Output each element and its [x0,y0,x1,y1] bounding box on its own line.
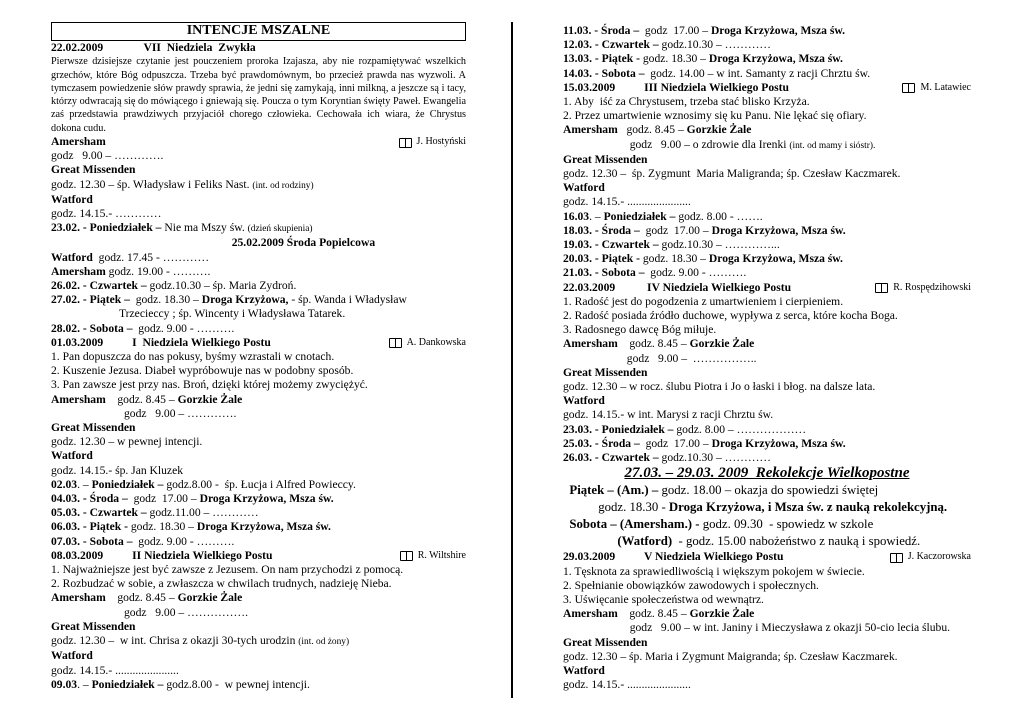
schedule-line [51,163,466,177]
text-segment: Poniedziałek – [91,477,164,491]
text-segment: V Niedziela Wielkiego Postu [615,550,784,564]
text-segment: 09.03 [51,677,78,691]
reader [875,281,971,295]
text-segment: (Watford) [563,534,673,549]
schedule-line [563,423,971,437]
text-segment: - godz. 15.00 nabożeństwo z nauką i spowiedź. [672,534,921,549]
schedule-line [563,579,971,593]
schedule-line [51,207,466,221]
text-segment: godz 9.00 – o zdrowie dla Irenki [621,137,790,151]
text-segment: godz.8.00 - w pewnej intencji. [163,677,310,691]
text-segment: godz. 12.30 – śp. Władysław i Feliks Nast. [51,177,253,191]
text-segment: 23.03. - Poniedziałek – [563,422,674,436]
text-segment: godz 17.00 – [639,223,712,237]
schedule-line [563,650,971,664]
text-segment: Great Missenden [51,163,136,177]
text-segment: godz. 12.30 – w int. Chrisa z okazji 30-tych urodzin [51,634,299,648]
text-segment: godz. 14.15.- ...................... [51,663,179,677]
reader [400,549,466,563]
schedule-line [51,178,466,193]
text-segment: Watford [563,394,605,408]
sunday-header [563,81,971,95]
schedule-line [563,309,971,323]
text-segment: godz. 12.30 – śp. Zygmunt Maria Maligranda; śp. Czesław Kaczmarek. [563,167,901,181]
schedule-line [563,295,971,309]
text-segment: Droga Krzyżowa, Msza św. [708,52,843,66]
schedule-line [51,322,466,336]
text-segment: Droga Krzyżowa, Msza św. [710,24,845,37]
column-divider [511,22,513,698]
schedule-line [51,634,466,649]
text-segment: VII Niedziela Zwykła [103,41,256,54]
schedule-line [51,506,466,520]
schedule-line [563,210,971,224]
text-segment: 01.03.2009 [51,335,104,349]
sunday-title [563,281,791,295]
schedule-line [51,649,466,663]
text-segment: godz. 9.00 - ………. [132,534,235,548]
text-segment: 28.02. - Sobota – [51,321,133,335]
sunday-header [51,549,466,563]
left-column [51,22,466,692]
text-segment: . – [77,477,92,491]
reader [890,550,971,564]
text-segment: I Niedziela Wielkiego Postu [103,335,271,349]
text-segment: Great Missenden [563,365,648,379]
text-segment: 1. Aby iść za Chrystusem, trzeba stać blisko Krzyża. [563,95,810,109]
text-segment: Droga Krzyżowa, Msza św. [708,252,843,266]
text-segment: godz 9.00 – ……………. [124,605,248,619]
text-segment: godz. 18.30 – [129,293,202,307]
reader-name: J. Kaczorowska [907,551,971,563]
text-segment: Droga Krzyżowa, Msza św. [711,436,846,450]
schedule-line [563,109,971,123]
text-segment: 3. Uświęcanie społeczeństwa od wewnątrz. [563,592,764,606]
schedule-line [51,449,466,463]
text-segment: godz. 9.00 - ………. [644,266,747,280]
sunday-title [51,135,106,149]
reader [389,336,466,350]
schedule-line [51,435,466,449]
schedule-line [51,421,466,435]
text-segment: Trzecieccy ; śp. Wincenty i Władysława Tatarek. [119,307,346,321]
text-segment: Droga Krzyżowa, Msza św. [711,223,846,237]
text-segment: 18.03. - Środa – [563,223,640,237]
schedule-line [563,678,971,692]
schedule-line [51,407,466,421]
schedule-line [563,394,971,408]
schedule-line [51,279,466,293]
schedule-line [51,393,466,407]
text-segment: (int. od rodziny) [252,180,314,191]
text-segment: godz. 14.00 – w int. Samanty z racji Chrztu św. [644,66,871,80]
text-segment: 06.03. - Piątek - [51,520,128,534]
text-segment: Watford [51,250,93,264]
text-segment: Droga Krzyżowa, Msza św. [199,492,334,506]
text-segment: 3. Pan zawsze jest przy nas. Broń, dzięki której możemy zwyciężyć. [51,378,368,392]
text-segment: Watford [51,192,93,206]
text-segment: 26.03. - Czwartek – [563,451,659,465]
schedule-line [563,95,971,109]
book-icon [875,283,888,292]
text-segment: godz. 09.30 - spowiedz w szkole [699,517,874,532]
text-segment: godz. 8.45 – [617,123,687,137]
schedule-line [51,577,466,591]
sunday-header [51,135,466,149]
text-segment: Amersham [563,607,618,621]
text-segment: godz. 8.45 – [105,591,178,605]
text-segment: Watford [563,663,605,677]
retreat-line [563,533,971,550]
text-segment: (dzień skupienia) [247,224,313,235]
text-segment: godz. 12.30 – śp. Maria i Zygmunt Maigranda; śp. Czesław Kaczmarek. [563,649,898,663]
schedule-line [51,149,466,163]
text-segment: Droga Krzyżowa, Msza św. [196,520,331,534]
sunday-title [563,81,789,95]
text-segment: . – [77,677,92,691]
book-icon [399,138,412,147]
text-segment: godz. 12.30 – w rocz. ślubu Piotra i Jo o łaski i błog. na dalsze lata. [563,380,876,394]
text-segment: 11.03. - Środa – [563,24,640,37]
text-segment: godz. 18.00 – okazja do spowiedzi świętej [658,483,879,498]
text-segment: Gorzkie Żale [689,607,755,621]
text-segment: 13.03. - Piątek - [563,52,640,66]
text-segment: godz. 14.15.- w int. Marysi z racji Chrztu św. [563,408,774,422]
schedule-line [563,621,971,635]
reader-name: M. Latawiec [920,81,971,93]
schedule-line [51,464,466,478]
schedule-line [563,352,971,366]
sermon-paragraph: Pierwsze dzisiejsze czytanie jest pouczeniem proroka Izajasza, aby nie rozpamiętywać wszelkich grzechów, które Bóg odpuszcza. Trzeba być prawdomównym, bo przecież prawda nas wyzwoli. A tymczasem powiedzenie słów prawdy sprawia, że jedni się zamykają, inni milkną, a jeszcze są i tacy, którzy odwracają się do mówiącego i gniewają się. Poucza o tym Koryntian święty Paweł. Ewangelia zaś przedstawia prawdziwych przyjaciół chorego człowieka. Cechowała ich wiara, że Chrystus dokona cudu. [51,56,466,134]
text-segment: Great Missenden [563,635,648,649]
schedule-line [51,41,466,55]
text-segment: 08.03.2009 [51,548,104,562]
text-segment: godz. 14.15.- ...................... [563,195,691,209]
text-segment: Piątek – (Am.) – [563,483,659,498]
text-segment: godz.11.00 – ………… [146,506,259,520]
reader-name: R. Wiltshire [417,549,466,561]
schedule-line [51,492,466,506]
text-segment: 29.03.2009 [563,550,616,564]
left-column-body [51,41,466,692]
text-segment: 25.03. - Środa – [563,436,640,450]
text-segment: 12.03. - Czwartek – [563,38,659,52]
schedule-line [51,221,466,236]
text-segment: Gorzkie Żale [177,591,243,605]
schedule-line [563,67,971,81]
schedule-line [51,251,466,265]
text-segment: godz. 14.15.- śp. Jan Kluzek [51,463,184,477]
text-segment: godz 17.00 – [639,436,712,450]
text-segment: - śp. Wanda i Władysław [288,293,407,307]
schedule-line [563,337,971,351]
text-segment: 27.02. - Piątek – [51,293,130,307]
text-segment: (int. od żony) [298,637,350,648]
text-segment: 07.03. - Sobota – [51,534,133,548]
retreat-line [563,516,971,533]
text-segment: 15.03.2009 [563,80,616,94]
text-segment: 04.03. - Środa – [51,492,128,506]
text-segment: 05.03. - Czwartek – [51,506,147,520]
schedule-line [563,252,971,266]
text-segment: godz.8.00 - śp. Łucja i Alfred Powieccy. [163,477,356,491]
schedule-line [51,678,466,692]
text-segment: Droga Krzyżowa, [201,293,289,307]
book-icon [389,338,402,347]
text-segment: 14.03. - Sobota – [563,66,645,80]
schedule-line [563,607,971,621]
reader [902,81,971,95]
schedule-line [563,167,971,181]
text-segment: 2. Spełnianie obowiązków zawodowych i społecznych. [563,578,819,592]
text-segment: godz. 8.00 – ……………… [673,422,807,436]
sunday-title [51,336,271,350]
text-segment: Poniedziałek – [91,677,164,691]
text-segment: 02.03 [51,477,78,491]
schedule-line [51,606,466,620]
schedule-line [563,195,971,209]
text-segment: godz. 14.15.- ………… [51,207,162,220]
schedule-line [563,238,971,252]
sunday-header [51,336,466,350]
schedule-line [563,366,971,380]
schedule-line [563,52,971,66]
schedule-line [563,451,971,465]
text-segment: Watford [51,449,93,463]
schedule-line [563,38,971,52]
schedule-line [51,378,466,392]
retreat-line [563,499,971,516]
right-column [563,24,971,692]
text-segment: godz. 18.30 – [639,252,709,266]
text-segment: Amersham [563,123,618,137]
schedule-line [51,350,466,364]
text-segment: godz. 18.30 – [639,52,709,66]
text-segment: godz 9.00 – …………. [51,149,164,163]
text-segment: 1. Tęsknota za sprawiedliwością i większym pokojem w świecie. [563,564,865,578]
schedule-line [563,224,971,238]
schedule-line [51,520,466,534]
text-segment: 2. Kuszenie Jezusa. Diabeł wypróbowuje nas w podobny sposób. [51,364,354,378]
text-segment: godz.10.30 – ………… [658,38,772,52]
text-segment: godz. 8.45 – [105,392,178,406]
text-segment: Poniedziałek – [603,209,676,223]
schedule-line [51,535,466,549]
text-segment: Watford [563,181,605,195]
text-segment: godz.10.30 – śp. Maria Zydroń. [146,279,297,293]
schedule-line [563,123,971,137]
text-segment: godz. 8.45 – [617,337,690,351]
schedule-line [51,664,466,678]
reader-name: R. Rospędzihowski [893,281,971,293]
schedule-line [563,664,971,678]
text-segment: 25.02.2009 Środa Popielcowa [141,236,376,250]
text-segment: III Niedziela Wielkiego Postu [615,80,789,94]
text-segment: godz. 8.00 - ……. [675,209,763,223]
retreat-heading [563,465,971,482]
schedule-line [51,478,466,492]
retreat-line [563,482,971,499]
text-segment: godz. 18.30 – [127,520,197,534]
text-segment: godz. 9.00 - ………. [132,321,235,335]
text-segment: Gorzkie Żale [177,392,243,406]
text-segment: 21.03. - Sobota – [563,266,645,280]
text-segment: godz. 18.30 - [563,500,669,515]
text-segment: 26.02. - Czwartek – [51,279,147,293]
book-icon [890,553,903,562]
text-segment: 1. Radość jest do pogodzenia z umartwieniem i cierpieniem. [563,294,844,308]
text-segment: (int. od mamy i sióstr). [789,140,876,151]
text-segment: 20.03. - Piątek - [563,252,640,266]
text-segment: 19.03. - Czwartek – [563,238,659,252]
text-segment: 22.03.2009 [563,280,616,294]
text-segment: II Niedziela Wielkiego Postu [103,548,273,562]
schedule-line [51,193,466,207]
text-segment: Watford [51,649,93,663]
schedule-line [51,236,466,250]
schedule-line [51,265,466,279]
schedule-line [51,563,466,577]
sunday-header [563,550,971,564]
text-segment: Amersham [51,591,106,605]
text-segment: Nie ma Mszy św. [161,221,248,235]
schedule-line [563,565,971,579]
text-segment: Amersham [51,392,106,406]
text-segment: godz. 8.45 – [617,607,690,621]
schedule-line [563,153,971,167]
schedule-line [563,380,971,394]
text-segment: 22.02.2009 [51,41,104,54]
schedule-line [563,323,971,337]
text-segment: Droga Krzyżowa, i Msza św. z nauką rekolekcyjną. [668,500,948,515]
text-segment: Great Missenden [51,421,136,435]
page-title: INTENCJE MSZALNE [51,22,466,41]
text-segment: Sobota – (Amersham.) - [563,517,700,532]
text-segment: Gorzkie Żale [689,337,755,351]
sunday-title [51,549,272,563]
schedule-line [563,408,971,422]
text-segment: godz. 19.00 - ………. [105,264,211,278]
text-segment: 2. Przez umartwienie wznosimy się ku Panu. Nie lękać się ofiary. [563,109,867,123]
text-segment: . – [589,209,604,223]
schedule-line [563,593,971,607]
schedule-line [51,620,466,634]
schedule-line [51,307,466,321]
text-segment: 27.03. – 29.03. 2009 Rekolekcje Wielkopostne [624,465,910,482]
text-segment: Amersham [51,264,106,278]
text-segment: 3. Radosnego dawcę Bóg miłuje. [563,323,717,337]
text-segment: Amersham [51,134,106,148]
text-segment: godz. 17.45 - ………… [92,250,210,264]
reader [399,135,466,149]
text-segment: godz. 12.30 – w pewnej intencji. [51,435,203,449]
text-segment: godz 9.00 – w int. Janiny i Mieczysława z okazji 50-cio lecia ślubu. [621,621,951,635]
reader-name: J. Hostyński [416,135,466,147]
text-segment: Great Missenden [563,152,648,166]
schedule-line [563,636,971,650]
text-segment: Great Missenden [51,619,136,633]
text-segment: 2. Rozbudzać w sobie, a zwłaszcza w chwilach trudnych, nadzieję Nieba. [51,577,392,591]
schedule-line [563,266,971,280]
book-icon [902,83,915,92]
text-segment: godz 17.00 – [127,492,200,506]
text-segment: godz. 14.15.- ...................... [563,678,691,692]
schedule-line [563,181,971,195]
sunday-title [563,550,783,564]
right-column-body [563,24,971,692]
text-segment: godz 9.00 – …………….. [621,351,757,365]
text-segment: 2. Radość posiada źródło duchowe, wypływa z serca, które kocha Boga. [563,309,898,323]
schedule-line [51,364,466,378]
text-segment: godz.10.30 – …………... [658,238,780,252]
schedule-line [563,24,971,38]
reader-name: A. Dankowska [406,336,466,348]
schedule-line [51,591,466,605]
text-segment: godz 9.00 – …………. [124,406,237,420]
schedule-line [51,293,466,307]
text-segment: Amersham [563,337,618,351]
sunday-header [563,281,971,295]
text-segment: godz 17.00 – [639,24,711,37]
schedule-line [563,437,971,451]
text-segment: IV Niedziela Wielkiego Postu [615,280,792,294]
text-segment: 1. Pan dopuszcza do nas pokusy, byśmy wzrastali w cnotach. [51,350,335,364]
text-segment: 16.03 [563,209,590,223]
text-segment: godz.10.30 – ………… [658,451,772,465]
text-segment: 23.02. - Poniedziałek – [51,221,162,235]
text-segment: 1. Najważniejsze jest być zawsze z Jezusem. On nam przychodzi z pomocą. [51,563,404,577]
schedule-line [563,138,971,153]
text-segment: Gorzkie Żale [686,123,752,137]
book-icon [400,551,413,560]
